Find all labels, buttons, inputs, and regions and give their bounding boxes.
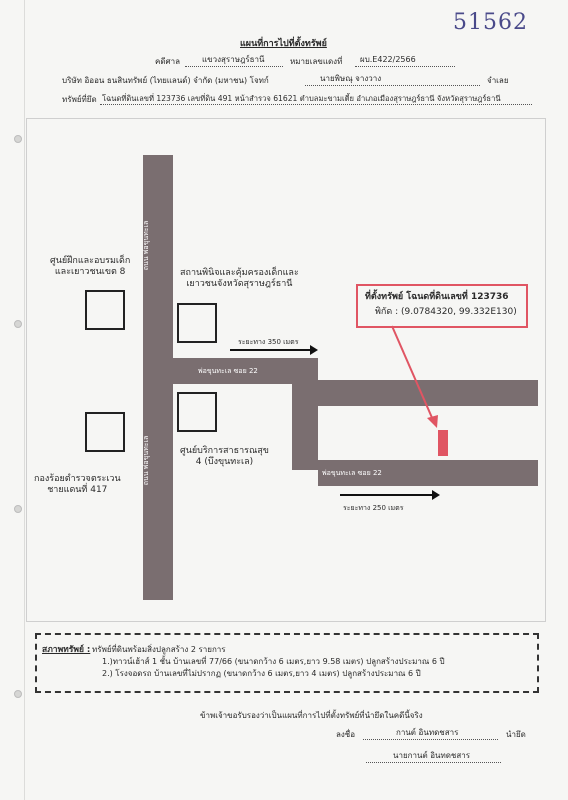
soi-road-label-upper: พ่อขุนทะเล ซอย 22	[198, 367, 258, 375]
court-underline	[185, 66, 283, 67]
landmark-label-public-health-center: ศูนย์บริการสาธารณสุข 4 (บึงขุนทะเล)	[180, 446, 269, 467]
distance-label-250: ระยะทาง 250 เมตร	[343, 504, 404, 512]
property-label: ทรัพย์ที่ยึด	[62, 95, 97, 104]
landmark-label-border-patrol-company: กองร้อยตำรวจตระเวน ชายแดนที่ 417	[34, 474, 121, 495]
defendant-name: นายพิษณุ จางวาง	[320, 74, 382, 83]
main-road-label-top: ถนน พ่อขุนทะเล	[142, 220, 151, 271]
defendant-suffix: จำเลย	[487, 76, 509, 85]
property-value: โฉนดที่ดินเลขที่ 123736 เลขที่ดิน 491 หน้าสำรวจ 61621 ตำบลมะขามเตี้ย อำเภอเมืองสุราษฎร์ธานี จังหวัดสุราษฎร์ธานี	[102, 94, 501, 103]
plaintiff-text: บริษัท อิออน ธนสินทรัพย์ (ไทยแลนด์) จำกัด (มหาชน) โจทก์	[62, 76, 269, 85]
direction-arrow-upper	[230, 349, 316, 351]
handwritten-doc-number: 51562	[453, 10, 528, 35]
property-underline	[100, 104, 532, 105]
callout-title: ที่ตั้งทรัพย์ โฉนดที่ดินเลขที่ 123736	[365, 292, 509, 302]
soi-road-label-lower: พ่อขุนทะเล ซอย 22	[322, 469, 382, 477]
signature-underline	[363, 739, 498, 740]
court-value: แขวงสุราษฎร์ธานี	[202, 55, 265, 64]
punch-hole	[14, 505, 22, 513]
punch-hole	[14, 135, 22, 143]
soi-road-connector	[292, 358, 318, 470]
defendant-underline	[305, 85, 480, 86]
page-title: แผนที่การไปที่ตั้งทรัพย์	[240, 39, 327, 49]
landmark-box-public-health-center	[177, 392, 217, 432]
case-number-value: ผบ.E422/2566	[360, 55, 416, 64]
signer-name: กานต์ อินทดชสาร	[396, 728, 459, 737]
certification-statement: ข้าพเจ้าขอรับรองว่าเป็นแผนที่การไปที่ตั้งทรัพย์ที่นำยึดในคดีนี้จริง	[200, 711, 423, 720]
signer-printed-name: นายกานต์ อินทดชสาร	[393, 751, 471, 760]
landmark-box-juvenile-observation-center	[177, 303, 217, 343]
fold-line	[24, 0, 25, 800]
direction-arrow-lower	[340, 494, 438, 496]
landmark-box-youth-training-center	[85, 290, 125, 330]
condition-item-2: 2.) โรงจอดรถ บ้านเลขที่ไม่ปรากฏ (ขนาดกว้าง 6 เมตร,ยาว 4 เมตร) ปลูกสร้างประมาณ 6 ปี	[102, 669, 421, 678]
landmark-label-juvenile-observation-center: สถานพินิจและคุ้มครองเด็กและ เยาวชนจังหวัดสุราษฎร์ธานี	[180, 268, 299, 289]
callout-coordinates: พิกัด : (9.0784320, 99.332E130)	[375, 307, 517, 317]
condition-label: สภาพทรัพย์ :	[42, 645, 91, 655]
punch-hole	[14, 690, 22, 698]
landmark-box-border-patrol-company	[85, 412, 125, 452]
case-number-label: หมายเลขแดงที่	[290, 57, 343, 66]
court-label: คดีศาล	[155, 57, 181, 66]
printed-name-underline	[366, 762, 501, 763]
punch-hole	[14, 320, 22, 328]
condition-intro: ทรัพย์ที่ดินพร้อมสิ่งปลูกสร้าง 2 รายการ	[92, 645, 226, 654]
condition-item-1: 1.)ทาวน์เฮ้าส์ 1 ชั้น บ้านเลขที่ 77/66 (ขนาดกว้าง 6 เมตร,ยาว 9.58 เมตร) ปลูกสร้างประมาณ 6 ปี	[102, 657, 445, 666]
main-road-label-bottom: ถนน พ่อขุนทะเล	[142, 435, 151, 486]
property-callout-box	[356, 284, 528, 328]
callout-pointer-arrow	[380, 324, 450, 434]
signature-label: ลงชื่อ	[336, 730, 356, 739]
landmark-label-youth-training-center: ศูนย์ฝึกและอบรมเด็ก และเยาวชนเขต 8	[50, 256, 131, 277]
distance-label-350: ระยะทาง 350 เมตร	[238, 338, 299, 346]
case-number-underline	[355, 66, 455, 67]
signer-role: นำยึด	[506, 730, 526, 739]
